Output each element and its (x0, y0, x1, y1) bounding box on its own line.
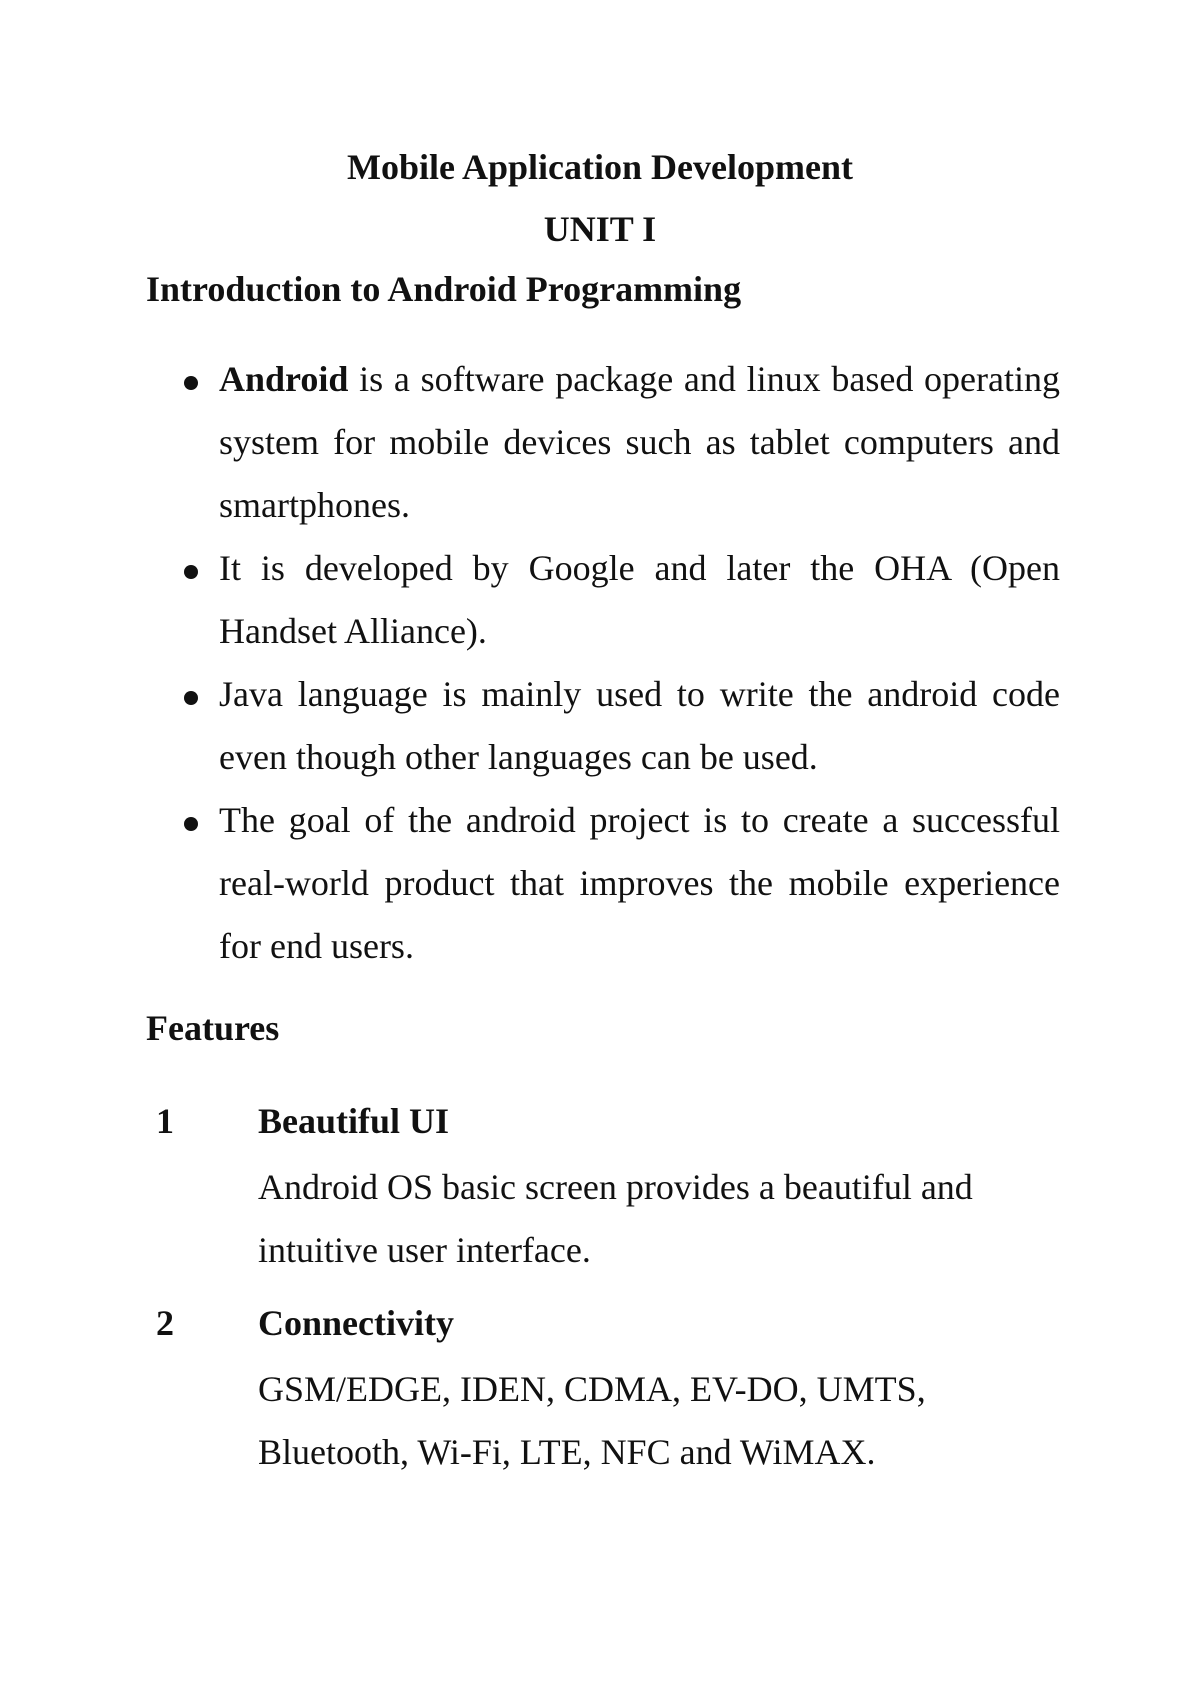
feature-number: 2 (156, 1303, 174, 1343)
feature-description: Android OS basic screen provides a beautiful and intuitive user interface. (258, 1167, 973, 1270)
bullet-dot-icon (184, 376, 198, 390)
bullet-dot-icon (184, 565, 198, 579)
bullet-item (180, 663, 1060, 789)
bullet-term: Android (219, 359, 349, 399)
bullet-text: is a software package and linux based operating system for mobile devices such as tablet computers and smartphones. (219, 359, 1060, 525)
bullet-item (180, 789, 1060, 978)
bullet-dot-icon (184, 817, 198, 831)
bullet-item (180, 348, 1060, 537)
feature-title: Beautiful UI (258, 1101, 450, 1141)
document-title: Mobile Application Development (347, 147, 853, 187)
bullet-text: Java language is mainly used to write the android code even though other languages can be used. (219, 674, 1060, 777)
feature-title: Connectivity (258, 1303, 454, 1343)
bullet-dot-icon (184, 691, 198, 705)
intro-heading: Introduction to Android Programming (146, 269, 742, 309)
bullet-text: It is developed by Google and later the OHA (Open Handset Alliance). (219, 548, 1060, 651)
bullet-text: The goal of the android project is to create a successful real-world product that improves the mobile experience for end users. (219, 800, 1060, 966)
feature-number: 1 (156, 1101, 174, 1141)
features-heading: Features (146, 1008, 280, 1048)
feature-description: GSM/EDGE, IDEN, CDMA, EV-DO, UMTS, Bluetooth, Wi-Fi, LTE, NFC and WiMAX. (258, 1369, 926, 1472)
intro-bullet-list (180, 348, 1060, 978)
unit-label: UNIT I (543, 209, 657, 249)
bullet-item (180, 537, 1060, 663)
